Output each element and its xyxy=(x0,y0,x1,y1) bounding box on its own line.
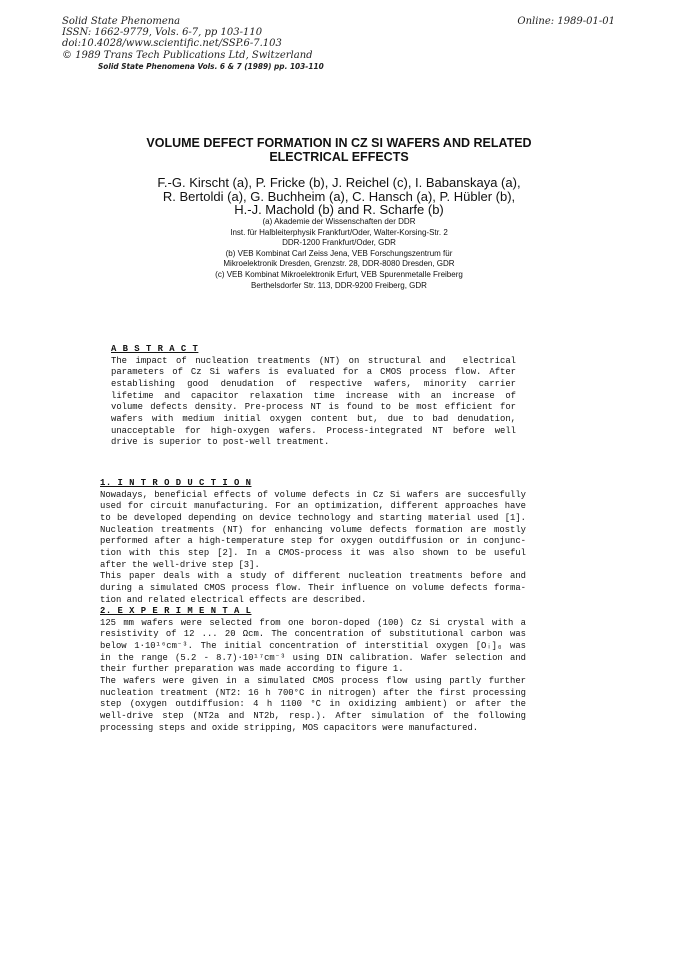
body-line: used for circuit manufacturing. For an optimization, different approaches have xyxy=(100,501,526,512)
body-line: after the well-drive step [3]. xyxy=(100,559,260,570)
author-line: R. Bertoldi (a), G. Buchheim (a), C. Hansch (a), P. Hübler (b), xyxy=(162,188,516,204)
body-line: This paper deals with a study of different nucleation treatments before and xyxy=(100,571,526,582)
body-line: their further preparation was made according to figure 1. xyxy=(100,664,404,675)
abstract-line: wafers with medium initial oxygen content but, due to bad denudation, xyxy=(111,413,516,424)
body-line: nucleation treatment (NT2: 16 h 700°C in nitrogen) after the first processing xyxy=(100,687,526,698)
experimental-section xyxy=(100,606,526,734)
introduction-section xyxy=(100,478,526,606)
title-line: ELECTRICAL EFFECTS xyxy=(269,150,409,164)
author-line: F.-G. Kirscht (a), P. Fricke (b), J. Reichel (c), I. Babanskaya (a), xyxy=(157,175,521,190)
doi-line: doi:10.4028/www.scientific.net/SSP.6-7.103 xyxy=(62,38,282,50)
body-line: in the range (5.2 - 8.7)·10¹⁷cm⁻³ using DIN calibration. Wafer selection and xyxy=(100,652,526,663)
abstract-line: establishing good denudation of respective wafers, minority carrier xyxy=(111,378,516,389)
body-line: to be developed depending on device technology and starting material used [1]. xyxy=(100,512,526,523)
journal-volume-line: Solid State Phenomena Vols. 6 & 7 (1989) pp. 103-110 xyxy=(98,62,324,71)
abstract-line: lifetime and capacitor relaxation time increase with an increase of xyxy=(111,390,516,401)
paper-title xyxy=(0,136,678,164)
body-line: step (oxygen outdiffusion: 4 h 1100 °C in oxidizing ambient) or after the xyxy=(100,699,526,710)
body-line: performed after a high-temperature step for oxygen outdiffusion or in conjunc- xyxy=(100,536,526,547)
affiliation-line: Berthelsdorfer Str. 113, DDR-9200 Freiberg, GDR xyxy=(251,280,427,290)
affiliation-line: (a) Akademie der Wissenschaften der DDR xyxy=(262,217,416,226)
body-line: Nowadays, beneficial effects of volume defects in Cz Si wafers are succesfully xyxy=(100,489,526,500)
journal-name: Solid State Phenomena xyxy=(62,16,181,27)
body-line: below 1·10¹⁶cm⁻³. The initial concentration of interstitial oxygen [Oᵢ]₀ was xyxy=(100,640,526,651)
body-line: during a simulated CMOS process flow. Their influence on volume defects forma- xyxy=(100,582,526,593)
body-line: processing steps and oxide stripping, MOS capacitors were manufactured. xyxy=(100,722,479,733)
abstract-line: unacceptable for high-oxygen wafers. Process-integrated NT before well xyxy=(111,425,516,436)
affiliations xyxy=(0,217,678,291)
body-line: The wafers were given in a simulated CMOS process flow using partly further xyxy=(100,675,526,686)
copyright-line: © 1989 Trans Tech Publications Ltd, Switzerland xyxy=(62,49,313,61)
issn-line: ISSN: 1662-9779, Vols. 6-7, pp 103-110 xyxy=(62,27,263,39)
introduction-heading: 1. I N T R O D U C T I O N xyxy=(100,478,252,488)
body-line: resistivity of 12 ... 20 Ωcm. The concentration of substitutional carbon was xyxy=(100,629,526,640)
author-list xyxy=(0,176,678,217)
body-line: Nucleation treatments (NT) for enhancing volume defects formation are mostly xyxy=(100,524,526,535)
publication-info xyxy=(62,16,313,61)
abstract-line: drive is superior to post-well treatment. xyxy=(111,437,330,448)
affiliation-line: (b) VEB Kombinat Carl Zeiss Jena, VEB Forschungszentrum für xyxy=(225,248,453,258)
body-line: well-drive step (NT2a and NT2b, resp.). After simulation of the following xyxy=(100,710,526,721)
affiliation-line: (c) VEB Kombinat Mikroelektronik Erfurt, VEB Spurenmetalle Freiberg xyxy=(215,269,463,279)
affiliation-line: Mikroelektronik Dresden, Grenzstr. 28, DDR-8080 Dresden, GDR xyxy=(223,259,455,269)
affiliation-line: DDR-1200 Frankfurt/Oder, GDR xyxy=(282,238,396,248)
body-line: 125 mm wafers were selected from one boron-doped (100) Cz Si crystal with a xyxy=(100,617,526,628)
body-line: tion and related electrical effects are described. xyxy=(100,594,367,605)
body-line: tion with this step [2]. In a CMOS-process it was also shown to be useful xyxy=(100,547,526,558)
title-line: VOLUME DEFECT FORMATION IN CZ SI WAFERS AND RELATED xyxy=(146,136,532,150)
abstract-heading: A B S T R A C T xyxy=(111,344,199,354)
experimental-heading: 2. E X P E R I M E N T A L xyxy=(100,606,252,616)
abstract-line: The impact of nucleation treatments (NT) on structural and electrical xyxy=(111,355,516,366)
abstract-section xyxy=(111,344,516,449)
abstract-line: volume defects density. Pre-process NT is found to be most efficient for xyxy=(111,402,516,413)
affiliation-line: Inst. für Halbleiterphysik Frankfurt/Oder, Walter-Korsing-Str. 2 xyxy=(230,227,448,237)
abstract-line: parameters of Cz Si wafers is evaluated for a CMOS process flow. After xyxy=(111,367,516,378)
author-line: H.-J. Machold (b) and R. Scharfe (b) xyxy=(234,202,444,217)
online-date: Online: 1989-01-01 xyxy=(517,16,615,27)
